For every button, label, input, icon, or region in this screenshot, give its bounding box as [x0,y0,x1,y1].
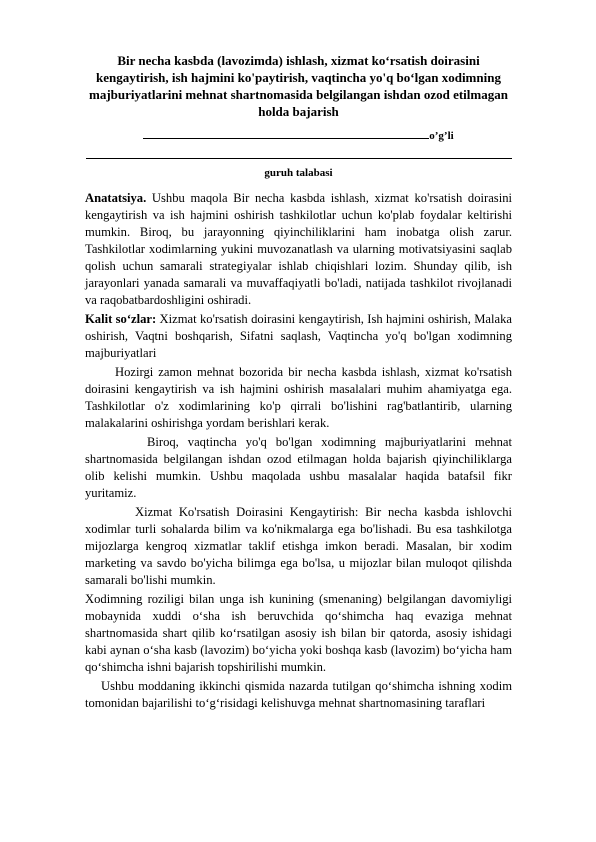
abstract-text: Ushbu maqola Bir necha kasbda ishlash, xizmat ko'rsatish doirasini kengaytirish va ish hajmini oshirish tashkilotlar uchun ko'plab foydalar keltirishi mumkin. Biroq, bu jarayonning qiyinchiliklarini ham inobatga olish zarur. Tashkilotlar xodimlarning yukini muvozanatlash va ularning motivatsiyasini saqlab qolish uchun samarali strategiyalar ishlab chiqishlari lozim. Shunday qilib, ish jarayonlari yanada samarali va muvaffaqiyatli bo'ladi, natijada tashkilot rivojlanadi va raqobatbardoshligini oshiradi. [85,191,512,307]
group-name-blank [86,149,512,159]
author-suffix: o’g’li [429,130,454,142]
keywords-label: Kalit so‘zlar: [85,312,157,326]
author-name-blank [143,129,429,139]
body-paragraph-1: Hozirgi zamon mehnat bozorida bir necha kasbda ishlash, xizmat ko'rsatish doirasini kengaytirish va ish hajmini oshirish masalalari muhim ahamiyatga ega. Tashkilotlar o'z xodimlarining ko'p qirrali bo'lishini rag'batlantirib, ularning malakalarini oshirishga yordam berishlari kerak. [85,365,512,430]
abstract-label: Anatatsiya. [85,191,147,205]
body-paragraph-4: Xodimning roziligi bilan unga ish kunining (smenaning) belgilangan davomiyligi mobaynida xuddi o‘sha ish beruvchida qo‘shimcha haq evaziga mehnat shartnomasida shart qilib ko‘rsatilgan asosiy ish bilan bir qatorda, asosiy ishidagi kabi aynan o‘sha kasb (lavozim) bo‘yicha yoki boshqa kasb (lavozim) bo‘yicha ham qo‘shimcha ishni bajarish topshirilishi mumkin. [85,592,512,674]
keywords-text: Xizmat ko'rsatish doirasini kengaytirish, Ish hajmini oshirish, Malaka oshirish, Vaqtni boshqarish, Sifatni saqlash, Vaqtincha yo'q bo'lgan xodimning majburiyatlari [85,312,512,360]
body-paragraph-2: Biroq, vaqtincha yo'q bo'lgan xodimning majburiyatlarini mehnat shartnomasida belgilangan ishdan ozod etilmagan holda bajarish qiyinchiliklarga olib kelishi mumkin. Ushbu maqolada ushbu masalalar haqida batafsil fikr yuritamiz. [85,435,512,500]
abstract-paragraph [85,190,512,309]
body-paragraph-3: Xizmat Ko'rsatish Doirasini Kengaytirish: Bir necha kasbda ishlovchi xodimlar turli sohalarda bilim va ko'nikmalarga ega bo'lishadi. Bu esa tashkilotga mijozlarga kengroq xizmatlar taklif etishga imkon beradi. Masalan, bir xodim marketing va savdo bo'yicha bilimga ega bo'lsa, u mijozlar bilan muloqot qilishda samarali bo'lishi mumkin. [85,505,512,587]
document-page [85,52,512,714]
keywords-paragraph [85,311,512,362]
group-label: guruh talabasi [264,167,333,179]
author-line [85,129,512,143]
group-line [85,149,512,180]
document-title: Bir necha kasbda (lavozimda) ishlash, xizmat ko‘rsatish doirasini kengaytirish, ish hajmini ko'paytirish, vaqtincha yo'q bo‘lgan xodimning majburiyatlarini mehnat shartnomasida belgilangan ishdan ozod etilmagan holda bajarish [89,53,508,119]
body-paragraph-5: Ushbu moddaning ikkinchi qismida nazarda tutilgan qo‘shimcha ishning xodim tomonidan bajarilishi to‘g‘risidagi kelishuvga mehnat shartnomasining taraflari [85,679,512,710]
